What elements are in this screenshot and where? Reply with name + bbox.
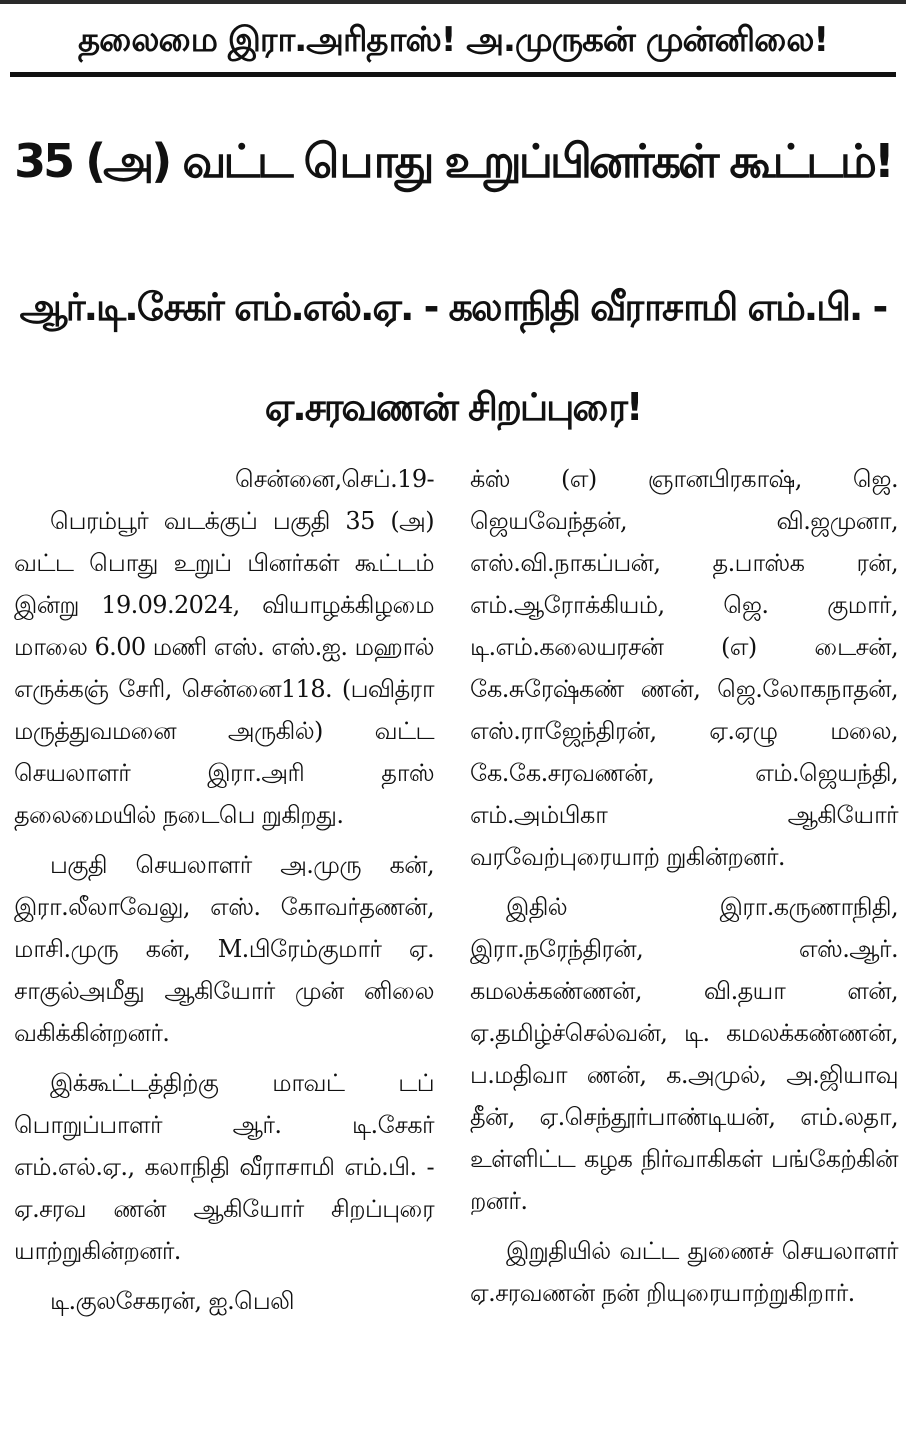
- top-border-rule: [0, 0, 906, 4]
- subheadline-line-1: ஆர்.டி.சேகர் எம்.எல்.ஏ. - கலாநிதி வீராசாமி எம்.பி. -: [19, 285, 887, 329]
- article-paragraph: டி.குலசேகரன், ஐ.பெலி: [50, 1287, 294, 1315]
- article-paragraph: இறுதியில் வட்ட துணைச் செயலாளர் ஏ.சரவணன் நன் றியுரையாற்றுகிறார்.: [470, 1237, 898, 1307]
- article-column-right: [470, 458, 898, 1322]
- article-paragraph: க்ஸ் (எ) ஞானபிரகாஷ், ஜெ. ஜெயவேந்தன், வி.ஜமுனா, எஸ்.வி.நாகப்பன், த.பாஸ்க ரன், எம்.ஆரோக்கியம், ஜெ. குமார், டி.எம்.கலையரசன் (எ) டைசன், கே.சுரேஷ்கண் ணன், ஜெ.லோகநாதன், எஸ்.ராஜேந்திரன், ஏ.ஏழு மலை, கே.கே.சரவணன், எம்.ஜெயந்தி, எம்.அம்பிகா ஆகியோர் வரவேற்புரையாற் றுகின்றனர்.: [470, 465, 898, 871]
- article-column-left: [14, 458, 434, 1330]
- main-headline: 35 (அ) வட்ட பொது உறுப்பினர்கள் கூட்டம்!: [14, 134, 892, 188]
- article-paragraph: இக்கூட்டத்திற்கு மாவட் டப் பொறுப்பாளர் ஆர். டி.சேகர் எம்.எல்.ஏ., கலாநிதி வீராசாமி எம்.பி. - ஏ.சரவ ணன் ஆகியோர் சிறப்புரை யாற்றுகின்றனர்.: [14, 1069, 434, 1265]
- article-paragraph: இதில் இரா.கருணாநிதி, இரா.நரேந்திரன், எஸ்.ஆர். கமலக்கண்ணன், வி.தயா ளன், ஏ.தமிழ்ச்செல்வன், டி. கமலக்கண்ணன், ப.மதிவா ணன், க.அமுல், அ.ஜியாவு தீன், ஏ.செந்தூர்பாண்டியன், எம்.லதா, உள்ளிட்ட கழக நிர்வாகிகள் பங்கேற்கின் றனர்.: [470, 893, 898, 1215]
- kicker-headline: தலைமை இரா.அரிதாஸ்! அ.முருகன் முன்னிலை!: [77, 20, 829, 60]
- article-paragraph: பெரம்பூர் வடக்குப் பகுதி 35 (அ) வட்ட பொது உறுப் பினர்கள் கூட்டம் இன்று 19.09.2024, வியாழக்கிழமை மாலை 6.00 மணி எஸ். எஸ்.ஐ. மஹால் எருக்கஞ் சேரி, சென்னை118. (பவித்ரா மருத்துவமனை அருகில்) வட்ட செயலாளர் இரா.அரி தாஸ் தலைமையில் நடைபெ றுகிறது.: [14, 507, 434, 829]
- article-paragraph: பகுதி செயலாளர் அ.முரு கன், இரா.லீலாவேலு, எஸ். கோவர்தணன், மாசி.முரு கன், M.பிரேம்குமார் ஏ. சாகுல்அமீது ஆகியோர் முன் னிலை வகிக்கின்றனர்.: [14, 851, 434, 1047]
- dateline: சென்னை,செப்.19-: [235, 465, 434, 493]
- kicker-underline: [10, 72, 896, 77]
- subheadline-line-2: ஏ.சரவணன் சிறப்புரை!: [264, 385, 642, 429]
